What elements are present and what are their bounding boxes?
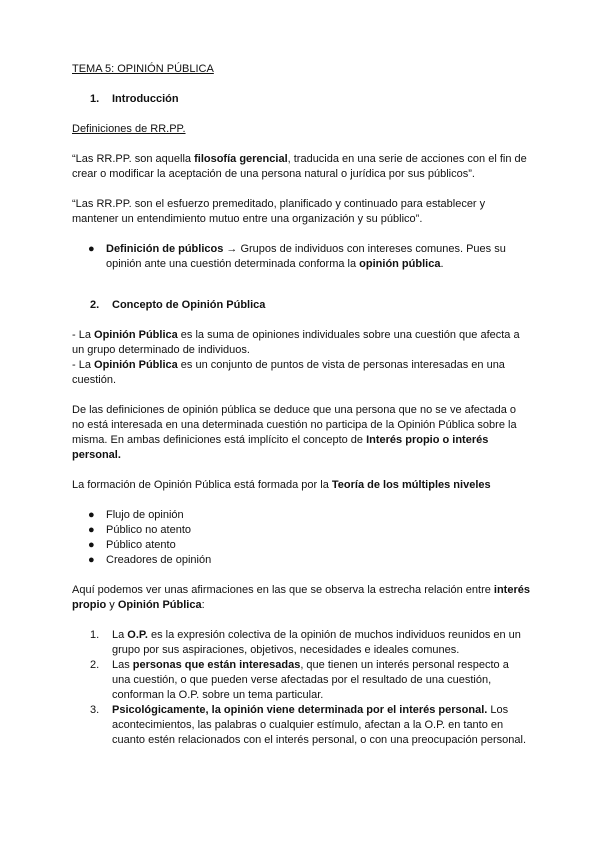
definicion-op-2: - La Opinión Pública es un conjunto de puntos de vista de personas interesadas en una cuestión. [72,359,505,386]
document-title: TEMA 5: OPINIÓN PÚBLICA [72,63,214,75]
section-heading-concepto: 2. Concepto de Opinión Pública [90,299,266,311]
list-item: ● Público no atento [88,524,192,536]
niveles-list [72,508,530,568]
paragraph-afirmaciones: Aquí podemos ver unas afirmaciones en las que se observa la estrecha relación entre interés propio y Opinión Pública: [72,584,530,611]
definicion-op-1: - La Opinión Pública es la suma de opiniones individuales sobre una cuestión que afecta a un grupo determinado de individuos. [72,329,520,356]
list-item: ● Flujo de opinión [88,509,184,521]
list-item: 1. La O.P. es la expresión colectiva de la opinión de muchos individuos reunidos en un grupo por sus aspiraciones, objetivos, necesidades e ideales comunes. [90,629,521,656]
list-item: 3. Psicológicamente, la opinión viene determinada por el interés personal. Los acontecimientos, las palabras o cualquier estímulo, afectan a la O.P. en tanto en cuanto estén relacionados con el interés personal, o con una preocupación personal. [90,704,526,746]
bullet-definicion-publicos: ● Definición de públicos → Grupos de individuos con intereses comunes. Pues su opinión ante una cuestión determinada conforma la opinión pública. [88,243,506,270]
paragraph-formacion: La formación de Opinión Pública está formada por la Teoría de los múltiples niveles [72,479,491,491]
list-item: ● Público atento [88,539,176,551]
list-item: 2. Las personas que están interesadas, que tienen un interés personal respecto a una cuestión, o que pueden verse afectadas por el resultado de una cuestión, conforman la O.P. sobre un tema particular. [90,659,509,701]
quote-esfuerzo-premeditado: “Las RR.PP. son el esfuerzo premeditado, planificado y continuado para establecer y mantener un entendimiento mutuo entre una organización y su público”. [72,198,486,225]
quote-filosofia-gerencial: “Las RR.PP. son aquella filosofía gerencial, traducida en una serie de acciones con el fin de crear o modificar la aceptación de una persona natural o jurídica por sus públicos”. [72,153,527,180]
list-item: ● Creadores de opinión [88,554,212,566]
document-page [72,62,530,748]
afirmaciones-list [72,628,530,748]
definiciones-title: Definiciones de RR.PP. [72,123,186,135]
paragraph-deduccion: De las definiciones de opinión pública se deduce que una persona que no se ve afectada o no está interesada en una determinada cuestión no participa de la Opinión Pública sobre la misma. En ambas definiciones está implícito el concepto de Interés propio o interés personal. [72,404,517,461]
section-heading-introduccion: 1. Introducción [90,93,179,105]
